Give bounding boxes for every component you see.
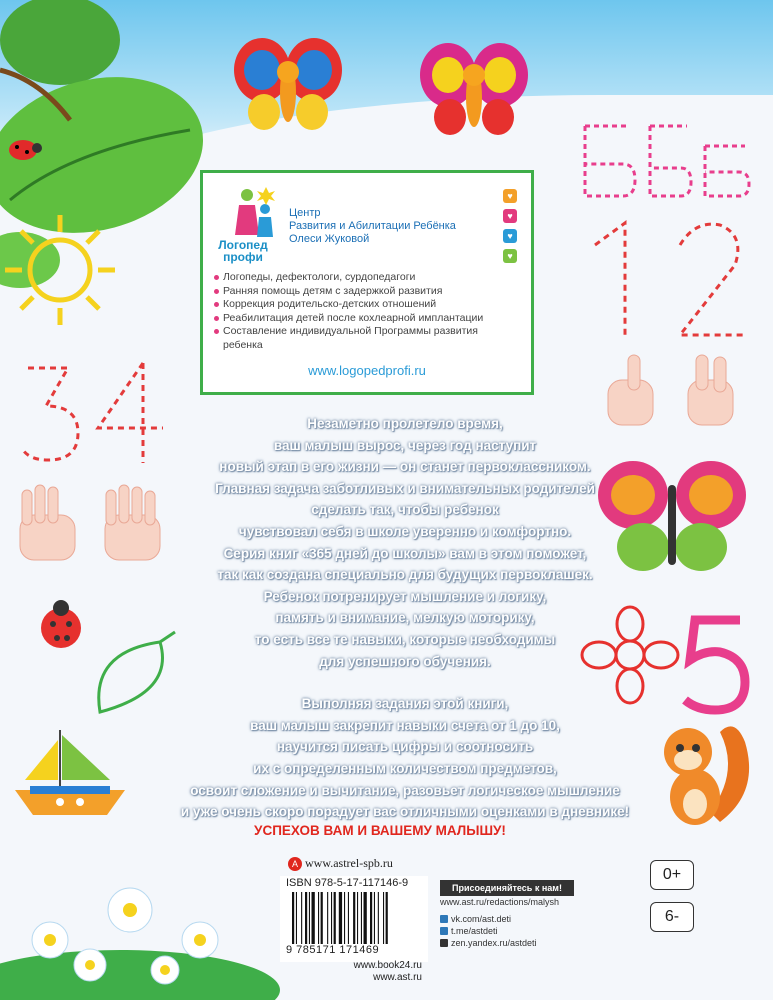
slogan: УСПЕХОВ ВАМ И ВАШЕМУ МАЛЫШУ! — [254, 823, 506, 838]
description-line: то есть все те навыки, которые необходимы — [254, 631, 556, 647]
logo-text-line: профи — [223, 250, 263, 264]
service-item: Составление индивидуальной Программы развития ребенка — [213, 325, 513, 352]
social-link-vk[interactable] — [440, 913, 537, 925]
isbn: ISBN 978-5-17-117146-9 — [286, 877, 409, 889]
heart-icons — [503, 189, 517, 269]
book-description — [145, 413, 665, 823]
barcode-bars — [292, 892, 416, 944]
butterfly-icon — [232, 30, 342, 140]
dashed-digits-1-2 — [585, 215, 755, 345]
center-title-line: Центр — [289, 207, 321, 219]
store-links — [322, 960, 422, 984]
description-line: и уже очень скоро порадует вас отличными оценками в дневнике! — [180, 804, 630, 820]
vk-icon — [440, 915, 448, 923]
social-link-telegram[interactable] — [440, 925, 537, 937]
description-line: сделать так, чтобы ребенок — [311, 502, 499, 518]
service-item: Коррекция родительско-детских отношений — [213, 298, 513, 312]
astrel-logo-icon: А — [288, 857, 302, 871]
astrel-website-text: www.astrel-spb.ru — [305, 856, 393, 870]
service-item: Логопеды, дефектологи, сурдопедагоги — [213, 271, 513, 285]
heart-icon: ♥ — [503, 249, 517, 263]
age-rating-badge: 6- — [650, 902, 694, 932]
description-line: научится писать цифры и соотносить — [276, 739, 534, 755]
description-line: ваш малыш закрепит навыки счета от 1 до 10, — [250, 717, 560, 733]
service-item: Реабилитация детей после кохлеарной имплантации — [213, 312, 513, 326]
social-link-zen[interactable] — [440, 937, 537, 949]
description-line: Выполняя задания этой книги, — [301, 696, 509, 712]
description-line: Серия книг «365 дней до школы» вам в этом поможет, — [223, 545, 587, 561]
barcode — [280, 876, 428, 962]
logo-text — [213, 239, 273, 263]
barcode-number: 9 785171 171469 — [286, 944, 380, 956]
description-line: память и внимание, мелкую моторику, — [275, 610, 535, 626]
center-title-line: Олеси Жуковой — [289, 233, 370, 245]
butterfly-icon — [418, 35, 528, 145]
telegram-icon — [440, 927, 448, 935]
age-rating-badge: 0+ — [650, 860, 694, 890]
flowers-illustration — [0, 870, 260, 1000]
ast-link[interactable]: www.ast.ru — [373, 972, 422, 983]
logoped-info-box — [200, 170, 534, 395]
social-links — [440, 913, 537, 949]
book24-link[interactable]: www.book24.ru — [353, 960, 422, 971]
ladybug-icon — [35, 598, 90, 653]
astrel-website[interactable] — [288, 856, 393, 871]
description-line: их с определенным количеством предметов, — [253, 760, 557, 776]
sun-icon — [5, 210, 125, 330]
join-us-banner: Присоединяйтесь к нам! — [440, 880, 574, 896]
squirrel-icon — [650, 712, 760, 832]
description-line: так как создана специально для будущих первоклашек. — [217, 567, 593, 583]
heart-icon: ♥ — [503, 229, 517, 243]
description-line: ваш малыш вырос, через год наступит — [273, 437, 537, 453]
service-item: Ранняя помощь детям с задержкой развития — [213, 285, 513, 299]
social-link-text: t.me/astdeti — [451, 926, 498, 936]
description-line: Главная задача заботливых и внимательных родителей — [215, 480, 595, 496]
ladybug-icon — [5, 135, 45, 165]
boat-icon — [15, 720, 135, 830]
description-line: новый этап в его жизни — он станет первоклассником. — [219, 459, 591, 475]
redactions-link[interactable]: www.ast.ru/redactions/malysh — [440, 897, 560, 907]
dashed-letters — [575, 118, 765, 208]
zen-icon — [440, 939, 448, 947]
heart-icon: ♥ — [503, 189, 517, 203]
description-line: для успешного обучения. — [319, 653, 491, 669]
services-list — [213, 271, 513, 352]
social-link-text: zen.yandex.ru/astdeti — [451, 938, 537, 948]
description-line: чувствовал себя в школе уверенно и комфортно. — [238, 523, 572, 539]
description-line: освоит сложение и вычитание, разовьет логическое мышление — [190, 782, 620, 798]
logo-text-line: Логопед — [218, 238, 268, 252]
logoped-website-link[interactable]: www.logopedprofi.ru — [308, 363, 426, 378]
center-title — [289, 207, 456, 246]
center-title-line: Развития и Абилитации Ребёнка — [289, 220, 456, 232]
heart-icon: ♥ — [503, 209, 517, 223]
description-line: Незаметно пролетело время, — [307, 416, 503, 431]
social-link-text: vk.com/ast.deti — [451, 914, 512, 924]
description-line: Ребенок потренирует мышление и логику, — [263, 588, 547, 604]
